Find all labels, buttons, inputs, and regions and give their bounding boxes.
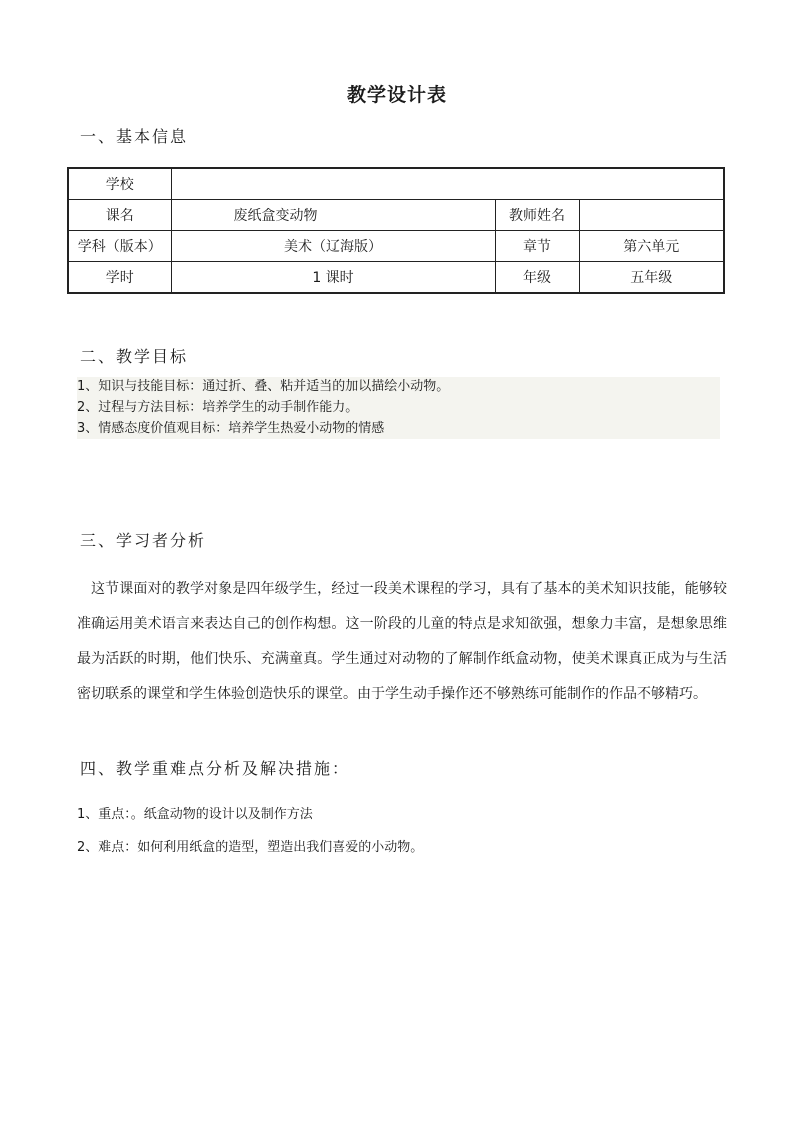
course-value: 废纸盒变动物 [171,200,495,231]
chapter-label: 章节 [495,231,579,262]
school-value [171,168,724,200]
table-row [68,168,724,200]
chapter-value: 第六单元 [579,231,724,262]
subject-label: 学科（版本） [68,231,171,262]
subject-value: 美术（辽海版） [171,231,495,262]
hours-value: 1 课时 [171,262,495,294]
hours-label: 学时 [68,262,171,294]
page-title: 教学设计表 [346,84,447,106]
objective-item: 2、过程与方法目标：培养学生的动手制作能力。 [77,400,359,415]
section-heading-objectives: 二、教学目标 [80,347,189,366]
table-row [68,200,724,231]
teacher-label: 教师姓名 [495,200,579,231]
difficult-point-item: 2、难点：如何利用纸盒的造型，塑造出我们喜爱的小动物。 [77,840,424,855]
objectives-list [77,377,720,439]
objective-item: 1、知识与技能目标：通过折、叠、粘并适当的加以描绘小动物。 [77,379,450,394]
course-label: 课名 [68,200,171,231]
objective-item: 3、情感态度价值观目标：培养学生热爱小动物的情感 [77,421,385,436]
key-point-item: 1、重点：。纸盒动物的设计以及制作方法 [77,807,313,822]
section-heading-learner-analysis: 三、学习者分析 [80,531,207,550]
table-row [68,231,724,262]
section-heading-key-difficult: 四、教学重难点分析及解决措施： [80,759,351,778]
learner-analysis-paragraph: 这节课面对的教学对象是四年级学生，经过一段美术课程的学习，具有了基本的美术知识技能，能够较准确运用美术语言来表达自己的创作构想。这一阶段的儿童的特点是求知欲强，想象力丰富，是想象思维最为活跃的时期，他们快乐、充满童真。学生通过对动物的了解制作纸盒动物，使美术课真正成为与生活密切联系的课堂和学生体验创造快乐的课堂。由于学生动手操作还不够熟练可能制作的作品不够精巧。 [77,581,727,702]
grade-value: 五年级 [579,262,724,294]
grade-label: 年级 [495,262,579,294]
teacher-value [579,200,724,231]
basic-info-table [67,167,725,294]
section-heading-basic-info: 一、基本信息 [80,127,189,146]
table-row [68,262,724,294]
school-label: 学校 [68,168,171,200]
